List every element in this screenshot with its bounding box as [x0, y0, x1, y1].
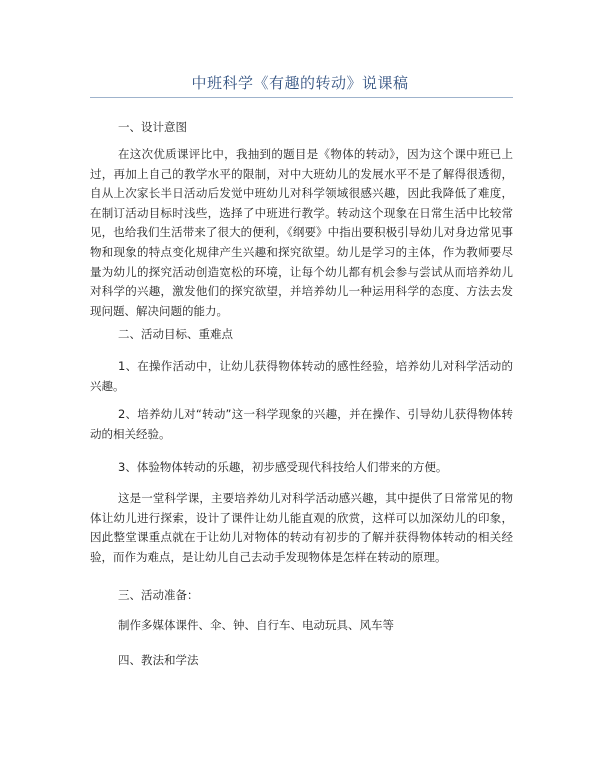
preparation-materials: 制作多媒体课件、伞、钟、自行车、电动玩具、风车等 [118, 618, 394, 632]
section-heading-preparation: 三、活动准备： [118, 588, 199, 602]
goal-item-1: 1、在操作活动中，让幼儿获得物体转动的感性经验，培养幼儿对科学活动的兴趣。 [90, 359, 513, 393]
design-intent-paragraph: 在这次优质课评比中，我抽到的题目是《物体的转动》，因为这个课中班已上过，再加上自己的教学水平的限制，对中大班幼儿的发展水平不是了解得很透彻，自从上次家长半日活动后发觉中班幼儿对科学领域很感兴趣，因此我降低了难度，在制订活动目标时浅些，选择了中班进行教学。转动这个现象在日常生活中比较常见，也给我们生活带来了很大的便利，《纲要》中指出要积极引导幼儿对身边常见事物和现象的特点变化规律产生兴趣和探究欲望。幼儿是学习的主体，作为教师要尽量为幼儿的探究活动创造宽松的环境，让每个幼儿都有机会参与尝试从而培养幼儿对科学的兴趣，激发他们的探究欲望，并培养幼儿一种运用科学的态度、方法去发现问题、解决问题的能力。 [90, 147, 513, 318]
document-title: 中班科学《有趣的转动》说课稿 [191, 74, 409, 92]
section-heading-design-intent: 一、设计意图 [118, 120, 187, 134]
key-points-paragraph: 这是一堂科学课，主要培养幼儿对科学活动感兴趣，其中提供了日常常见的物体让幼儿进行探索，设计了课件让幼儿能直观的欣赏，这样可以加深幼儿的印象，因此整堂课重点就在于让幼儿对物体的转动有初步的了解并获得物体转动的相关经验，而作为难点，是让幼儿自己去动手发现物体是怎样在转动的原理。 [90, 491, 513, 564]
goal-item-2: 2、培养幼儿对“转动”这一科学现象的兴趣，并在操作、引导幼儿获得物体转动的相关经验。 [90, 407, 513, 441]
goal-item-3: 3、体验物体转动的乐趣，初步感受现代科技给人们带来的方便。 [118, 460, 448, 474]
section-heading-methods: 四、教法和学法 [118, 653, 199, 667]
section-heading-goals: 二、活动目标、重难点 [118, 327, 233, 341]
title-underline [90, 97, 513, 98]
